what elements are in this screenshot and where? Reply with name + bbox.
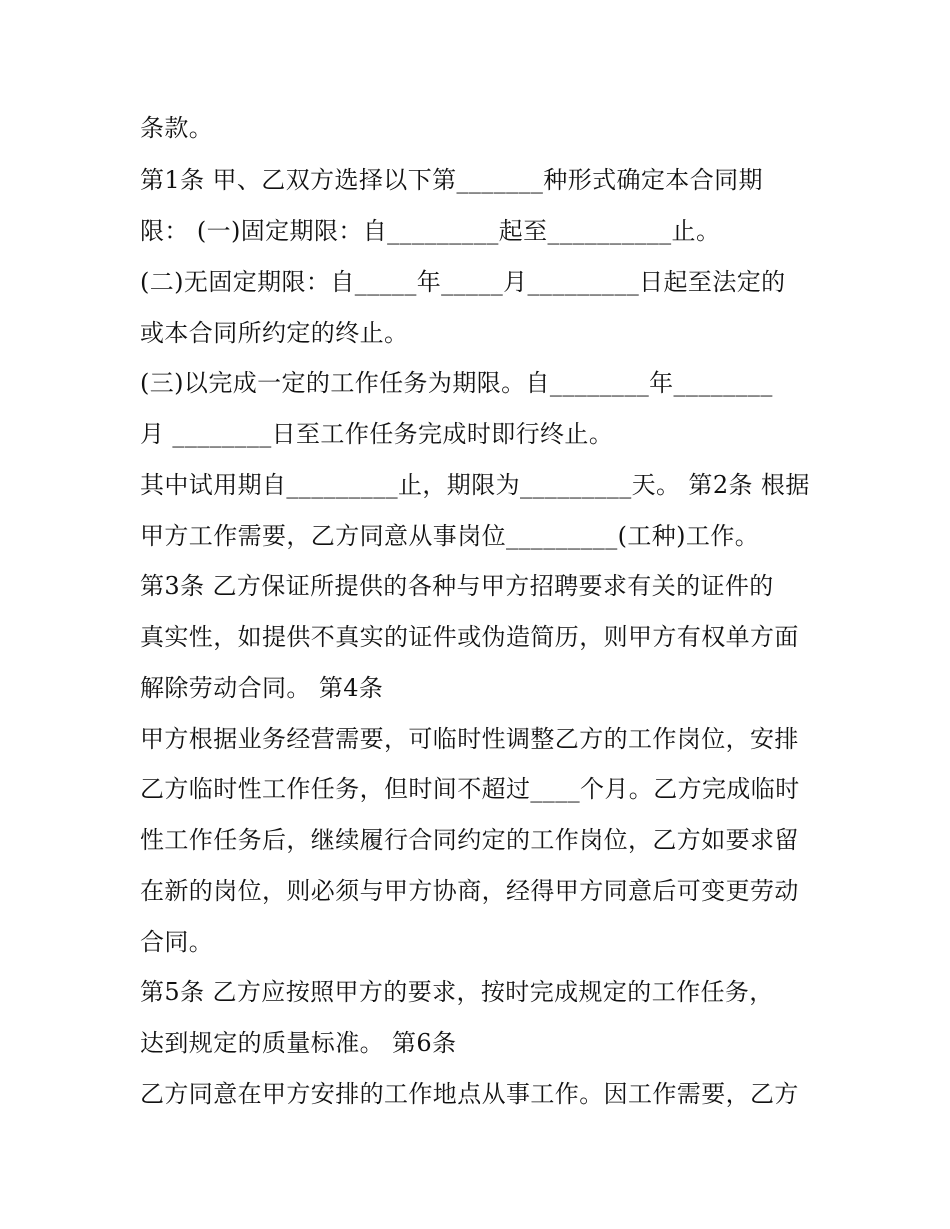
text-line: (二)无固定期限：自_____年_____月_________日起至法定的 — [140, 268, 786, 296]
text-line: 限： (一)固定期限：自_________起至__________止。 — [140, 217, 721, 245]
text-line: 真实性，如提供不真实的证件或伪造简历，则甲方有权单方面 — [140, 623, 799, 651]
text-line: 乙方同意在甲方安排的工作地点从事工作。因工作需要，乙方 — [140, 1080, 799, 1108]
text-line: 甲方根据业务经营需要，可临时性调整乙方的工作岗位，安排 — [140, 725, 799, 753]
text-line: 条款。 — [140, 114, 214, 142]
text-line: 第3条 乙方保证所提供的各种与甲方招聘要求有关的证件的 — [140, 572, 774, 600]
text-line: 第5条 乙方应按照甲方的要求，按时完成规定的工作任务， — [140, 978, 774, 1006]
text-line: 在新的岗位，则必须与甲方协商，经得甲方同意后可变更劳动 — [140, 877, 799, 905]
text-line: 达到规定的质量标准。 第6条 — [140, 1029, 457, 1057]
text-line: 解除劳动合同。 第4条 — [140, 674, 384, 702]
text-line: 第1条 甲、乙双方选择以下第_______种形式确定本合同期 — [140, 166, 763, 194]
text-line: 甲方工作需要，乙方同意从事岗位_________(工种)工作。 — [140, 522, 760, 550]
text-line: 乙方临时性工作任务，但时间不超过____个月。乙方完成临时 — [140, 775, 800, 803]
text-line: 其中试用期自_________止，期限为_________天。 第2条 根据 — [140, 471, 810, 499]
text-line: (三)以完成一定的工作任务为期限。自________年________ — [140, 369, 773, 397]
text-line: 月 ________日至工作任务完成时即行终止。 — [140, 420, 614, 448]
text-line: 或本合同所约定的终止。 — [140, 319, 409, 347]
text-line: 性工作任务后，继续履行合同约定的工作岗位，乙方如要求留 — [140, 826, 799, 854]
text-line: 合同。 — [140, 928, 214, 956]
